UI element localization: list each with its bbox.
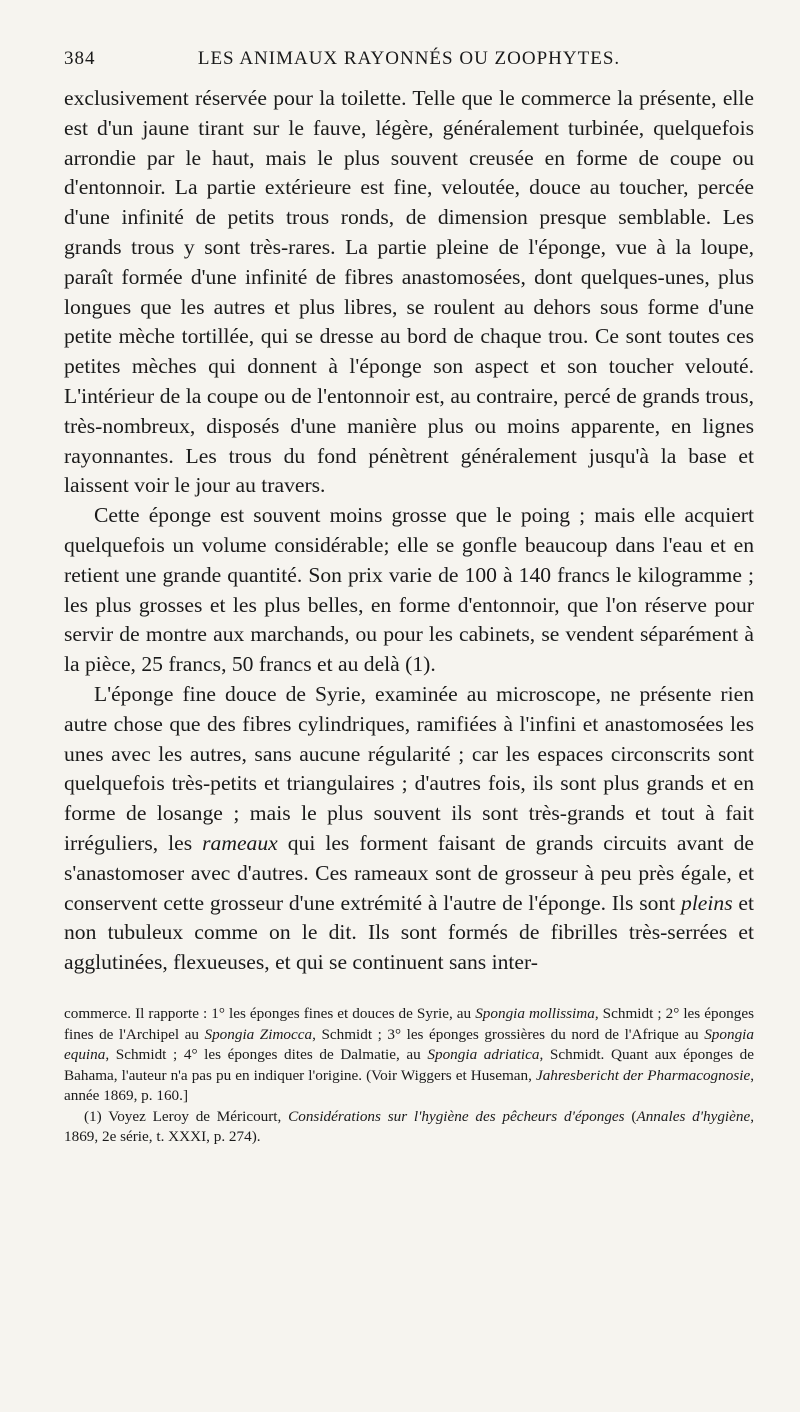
running-header <box>64 48 754 76</box>
paragraph-3 <box>64 680 754 978</box>
paragraph-1-text: exclusivement réservée pour la toilette. Telle que le commerce la présente, elle est d'un jaune tirant sur le fauve, légère, généralement turbinée, quelquefois arrondie par le haut, mais le plus souvent creusée en forme de coupe ou d'entonnoir. La partie extérieure est fine, veloutée, douce au toucher, percée d'une infinité de petits trous ronds, de dimension presque semblable. Les grands trous y sont très-rares. La partie pleine de l'éponge, vue à la loupe, paraît formée d'une infinité de fibres anastomosées, dont quelques-unes, plus longues que les autres et plus libres, se roulent au dehors sous forme d'une petite mèche tortillée, qui se dresse au bord de chaque trou. Ce sont toutes ces petites mèches qui donnent à l'éponge son aspect et son toucher velouté. L'intérieur de la coupe ou de l'entonnoir est, au contraire, percé de grands trous, très-nombreux, disposés d'une manière plus ou moins apparente, en lignes rayonnantes. Les trous du fond pénètrent généralement jusqu'à la base et laissent voir le jour au travers. <box>64 86 754 498</box>
paragraph-3-italic-1: rameaux <box>202 830 278 855</box>
footnote-ref-1[interactable]: (1). <box>399 652 436 677</box>
paragraph-3-text-b: qui les forment faisant de grands circuits avant de s'anastomoser avec d'autres. Ces rameaux sont de grosseur à peu près égale, et conservent cette grosseur d'une extrémité à l'autre de l'éponge. Ils sont <box>64 830 754 915</box>
page-number: 384 <box>64 48 96 69</box>
fn0-e: , Schmidt. Quant aux éponges de Bahama, l'auteur n'a pas pu en indiquer l'origine. (Voir Wiggers et Huseman, <box>64 1046 755 1084</box>
fn0-d: , Schmidt ; 4° les éponges dites de Dalmatie, au <box>105 1046 428 1064</box>
fn1-b: ( <box>624 1107 637 1125</box>
paragraph-3-italic-2: pleins <box>681 890 733 915</box>
fn1-em1: Considérations sur l'hygiène des pêcheurs d'éponges <box>288 1107 625 1125</box>
body-text <box>64 84 754 978</box>
fn0-em1: Spongia mollissima <box>475 1004 595 1022</box>
fn0-a: commerce. Il rapporte : 1° les éponges fines et douces de Syrie, au <box>64 1004 476 1022</box>
fn1-c: , 1869, 2e série, t. XXXI, p. 274). <box>64 1107 755 1146</box>
running-title: LES ANIMAUX RAYONNÉS OU ZOOPHYTES. <box>197 48 621 69</box>
paragraph-2 <box>64 501 754 680</box>
fn0-c: , Schmidt ; 3° les éponges grossières du nord de l'Afrique au <box>312 1025 705 1043</box>
fn0-em4: Spongia adriatica <box>427 1046 540 1064</box>
fn0-em3: Spongia equina <box>64 1025 754 1064</box>
fn0-em2: Spongia Zimocca <box>204 1025 313 1043</box>
fn1-a: (1) Voyez Leroy de Méricourt, <box>84 1107 289 1125</box>
footnotes <box>64 1004 754 1148</box>
fn0-em5: Jahresbericht der Pharmacognosie <box>535 1066 751 1084</box>
paragraph-2-text: Cette éponge est souvent moins grosse que le poing ; mais elle acquiert quelquefois un volume considérable; elle se gonfle beaucoup dans l'eau et en retient une grande quantité. Son prix varie de 100 à 140 francs le kilogramme ; les plus grosses et les plus belles, en forme d'entonnoir, que l'on réserve pour servir de montre aux marchands, ou pour les cabinets, se vendent séparément à la pièce, 25 francs, 50 francs et au delà <box>64 503 754 677</box>
document-page <box>64 48 754 1148</box>
paragraph-3-text-a: L'éponge fine douce de Syrie, examinée au microscope, ne présente rien autre chose que des fibres cylindriques, ramifiées à l'infini et anastomosées les unes avec les autres, sans aucune régularité ; car les espaces circonscrits sont quelquefois très-petits et triangulaires ; d'autres fois, ils sont plus grands et en forme de losange ; mais le plus souvent ils sont très-grands et tout à fait irréguliers, les <box>64 681 754 855</box>
fn1-em2: Annales d'hygiène <box>636 1107 751 1125</box>
fn0-b: , Schmidt ; 2° les éponges fines de l'Archipel au <box>64 1004 755 1043</box>
footnote-1 <box>64 1107 754 1148</box>
fn0-f: , année 1869, p. 160.] <box>64 1066 754 1105</box>
paragraph-3-text-c: et non tubuleux comme on le dit. Ils sont formés de fibrilles très-serrées et agglutinées, flexueuses, et qui se continuent sans inter- <box>64 890 755 975</box>
footnote-continued <box>64 1004 754 1107</box>
paragraph-1 <box>64 84 754 501</box>
